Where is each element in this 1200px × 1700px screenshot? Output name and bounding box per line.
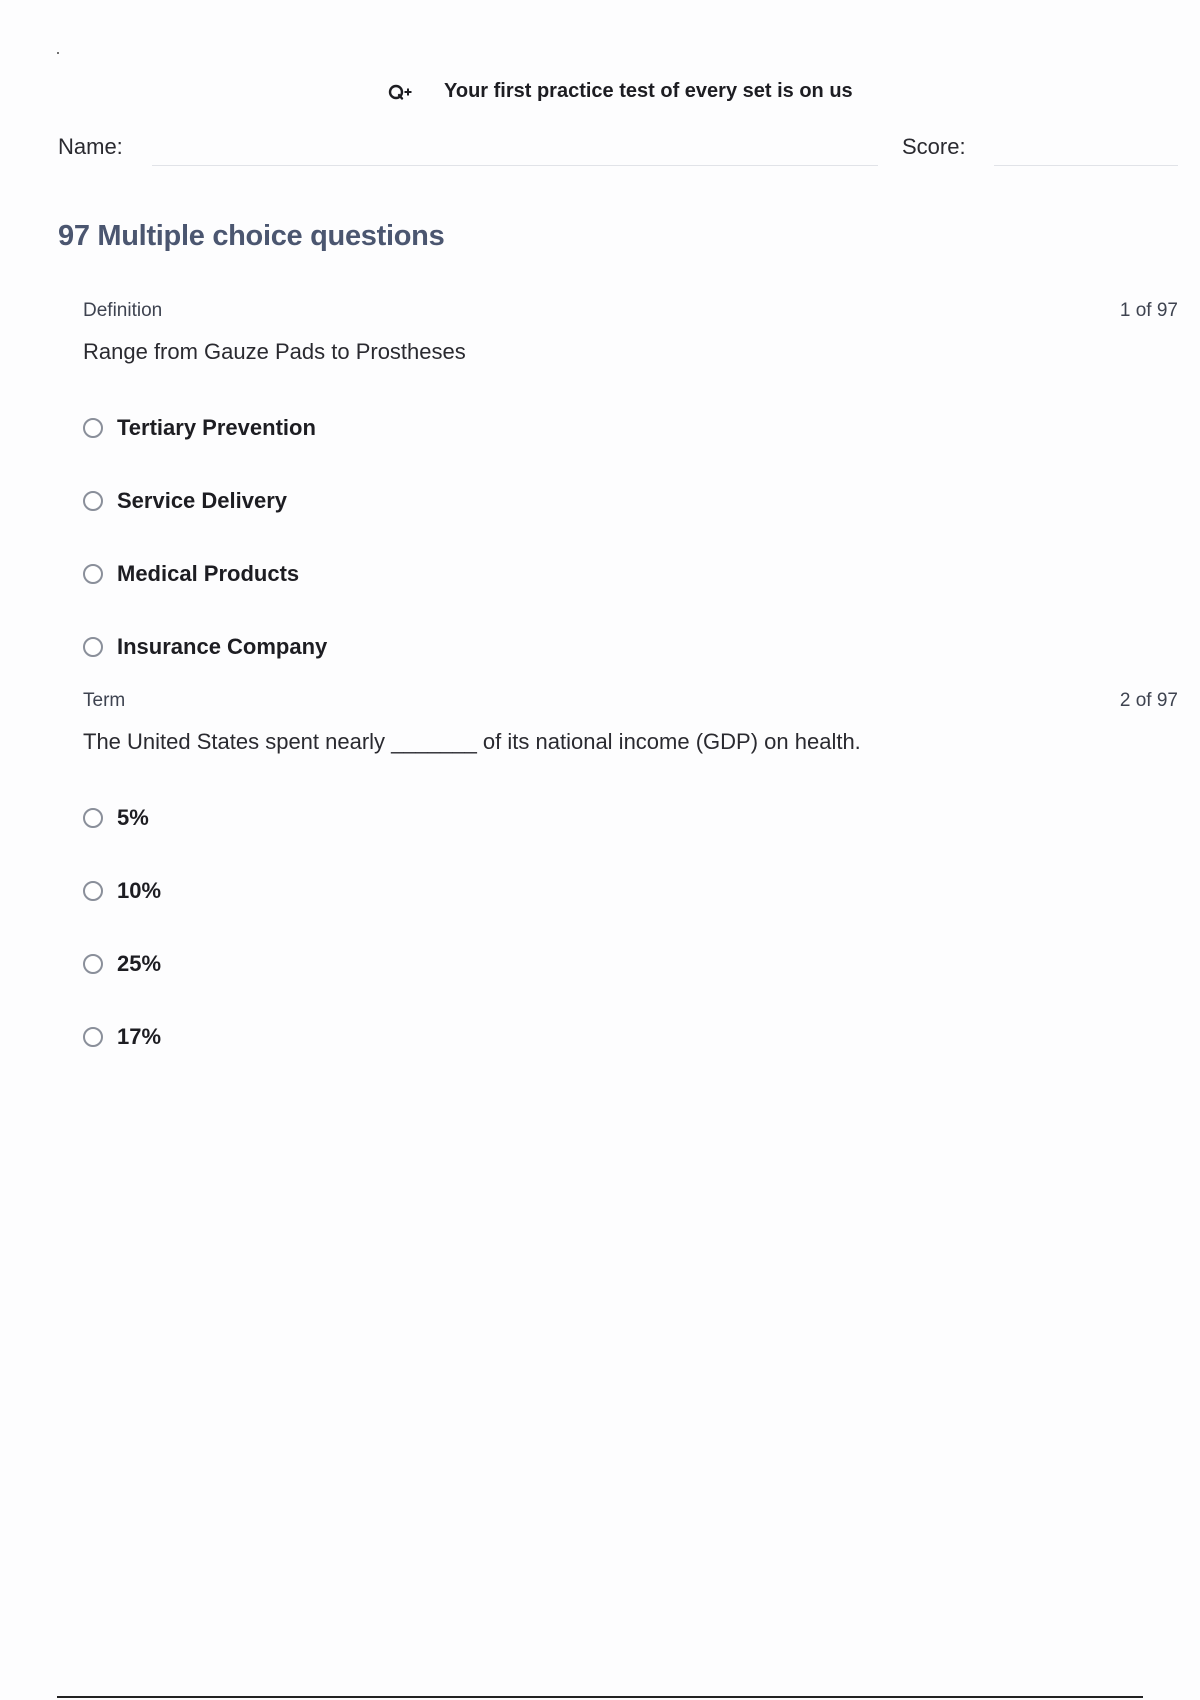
stray-dot: [57, 52, 59, 54]
answer-option[interactable]: [83, 1000, 1178, 1073]
radio-button[interactable]: [83, 564, 103, 584]
radio-button[interactable]: [83, 1027, 103, 1047]
answer-option[interactable]: [83, 391, 1178, 464]
option-label: Tertiary Prevention: [117, 414, 316, 440]
option-label: 10%: [117, 877, 162, 903]
option-label: Medical Products: [117, 560, 300, 586]
question-count: 1 of 97: [1119, 300, 1178, 321]
answer-options: [83, 781, 1178, 1073]
option-label: 5%: [117, 804, 149, 830]
score-label: Score:: [902, 134, 966, 159]
radio-button[interactable]: [83, 881, 103, 901]
question-header: [83, 300, 1178, 326]
question-prompt: The United States spent nearly _______ of its national income (GDP) on health.: [83, 729, 861, 754]
answer-option[interactable]: [83, 781, 1178, 854]
name-score-row: [58, 132, 1178, 168]
option-label: 17%: [117, 1023, 162, 1049]
quizlet-plus-icon: [388, 81, 418, 103]
footer-divider: [57, 1696, 1143, 1698]
radio-button[interactable]: [83, 637, 103, 657]
question-kind: Definition: [83, 300, 163, 321]
answer-options: [83, 391, 1178, 683]
promo-banner[interactable]: [388, 80, 853, 103]
radio-button[interactable]: [83, 491, 103, 511]
answer-option[interactable]: [83, 927, 1178, 1000]
question-count: 2 of 97: [1119, 690, 1178, 711]
answer-option[interactable]: [83, 854, 1178, 927]
radio-button[interactable]: [83, 954, 103, 974]
option-label: Service Delivery: [117, 487, 288, 513]
option-label: Insurance Company: [117, 633, 328, 659]
section-title: 97 Multiple choice questions: [58, 220, 445, 252]
answer-option[interactable]: [83, 610, 1178, 683]
score-field[interactable]: [994, 165, 1178, 166]
answer-option[interactable]: [83, 537, 1178, 610]
radio-button[interactable]: [83, 808, 103, 828]
question-header: [83, 690, 1178, 716]
question-1: [83, 300, 1178, 683]
radio-button[interactable]: [83, 418, 103, 438]
answer-option[interactable]: [83, 464, 1178, 537]
name-field[interactable]: [152, 165, 878, 166]
promo-text: Your first practice test of every set is on us: [444, 80, 853, 102]
option-label: 25%: [117, 950, 162, 976]
question-2: [83, 690, 1178, 1073]
question-kind: Term: [83, 690, 126, 711]
name-label: Name:: [58, 134, 123, 159]
question-prompt: Range from Gauze Pads to Prostheses: [83, 339, 466, 364]
